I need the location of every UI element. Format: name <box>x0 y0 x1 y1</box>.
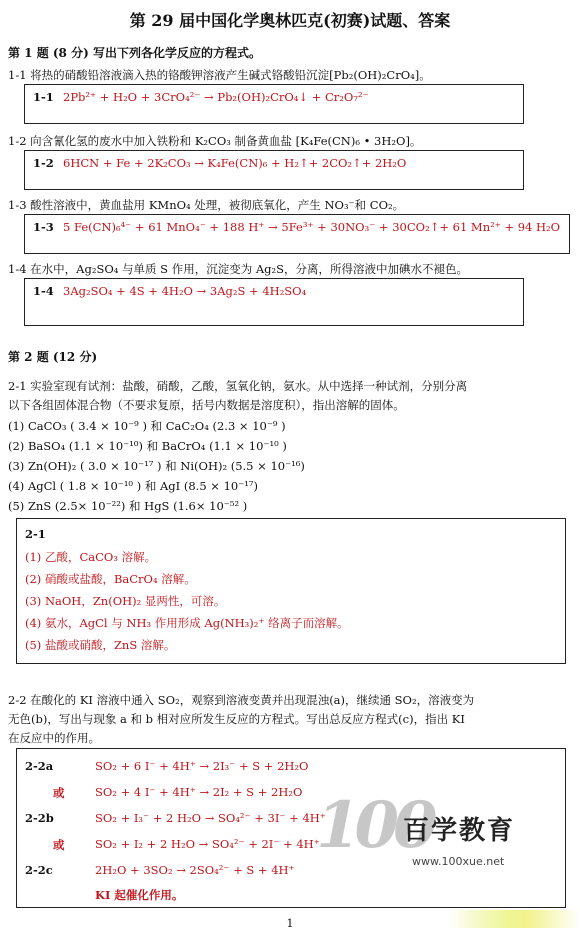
q1-3-text: 1-3 酸性溶液中，黄血盐用 KMnO₄ 处理，被彻底氧化，产生 NO₃⁻和 CO₂。 <box>8 198 405 212</box>
q2-2c-answer: 2H₂O + 3SO₂ → 2SO₄²⁻ + S + 4H⁺ <box>95 863 295 877</box>
q2-2-text-line3: 在反应中的作用。 <box>8 731 100 745</box>
q1-4-answer-box <box>24 278 524 326</box>
or-label-2: 或 <box>53 838 65 852</box>
q1-4-answer: 3Ag₂SO₄ + 4S + 4H₂O → 3Ag₂S + 4H₂SO₄ <box>63 284 307 298</box>
q1-1-label: 1-1 <box>33 90 54 104</box>
q1-2-text: 1-2 向含氰化氢的废水中加入铁粉和 K₂CO₃ 制备黄血盐 [K₄Fe(CN)₆ • 3H₂O]。 <box>8 134 422 148</box>
q2-1-answer-2: (2) 硝酸或盐酸，BaCrO₄ 溶解。 <box>25 572 196 586</box>
q1-2-label: 1-2 <box>33 156 54 170</box>
q2-1-pair-2: (2) BaSO₄ (1.1 × 10⁻¹⁰) 和 BaCrO₄ (1.1 × 10⁻¹⁰ ) <box>8 439 287 453</box>
q1-3-answer-box <box>24 214 570 254</box>
q1-1-text: 1-1 将热的硝酸铅溶液滴入热的铬酸钾溶液产生碱式铬酸铅沉淀[Pb₂(OH)₂CrO₄]。 <box>8 68 431 82</box>
q1-heading: 第 1 题 (8 分) 写出下列各化学反应的方程式。 <box>8 46 261 60</box>
q2-2-text-line2: 无色(b)，写出与现象 a 和 b 相对应所发生反应的方程式。写出总反应方程式(c)，指出 KI <box>8 712 465 726</box>
q2-1-pair-4: (4) AgCl ( 1.8 × 10⁻¹⁰ ) 和 AgI (8.5 × 10⁻¹⁷) <box>8 479 258 493</box>
q2-2b-label: 2-2b <box>25 811 54 825</box>
q2-1-pair-5: (5) ZnS (2.5× 10⁻²²) 和 HgS (1.6× 10⁻⁵² ) <box>8 499 248 513</box>
q2-2b-answer: SO₂ + I₃⁻ + 2 H₂O → SO₄²⁻ + 3I⁻ + 4H⁺ <box>95 811 326 825</box>
q2-1-pair-1: (1) CaCO₃ ( 3.4 × 10⁻⁹ ) 和 CaC₂O₄ (2.3 × 10⁻⁹ ) <box>8 419 286 433</box>
q2-1-answer-3: (3) NaOH，Zn(OH)₂ 显两性，可溶。 <box>25 594 226 608</box>
q1-2-answer-box <box>24 150 524 190</box>
q2-1-intro-line2: 以下各组固体混合物（不要求复原，括号内数据是溶度积），指出溶解的固体。 <box>8 398 405 412</box>
q1-1-answer-box <box>24 84 524 124</box>
q2-1-answer-5: (5) 盐酸或硝酸，ZnS 溶解。 <box>25 638 176 652</box>
q1-2-answer: 6HCN + Fe + 2K₂CO₃ → K₄Fe(CN)₆ + H₂↑+ 2CO₂↑+ 2H₂O <box>63 156 407 170</box>
q1-3-label: 1-3 <box>33 220 54 234</box>
q2-2a-answer: SO₂ + 6 I⁻ + 4H⁺ → 2I₃⁻ + S + 2H₂O <box>95 759 309 773</box>
q2-2a-label: 2-2a <box>25 759 54 773</box>
q1-1-answer: 2Pb²⁺ + H₂O + 3CrO₄²⁻ → Pb₂(OH)₂CrO₄↓ + Cr₂O₇²⁻ <box>63 90 369 104</box>
q2-1-answer-1: (1) 乙酸，CaCO₃ 溶解。 <box>25 550 157 564</box>
q2-1-label: 2-1 <box>25 527 46 541</box>
watermark-url: www.100xue.net <box>412 855 505 868</box>
q1-4-label: 1-4 <box>33 284 54 298</box>
page-title: 第 29 届中国化学奥林匹克(初赛)试题、答案 <box>129 11 451 30</box>
q2-2-text-line1: 2-2 在酸化的 KI 溶液中通入 SO₂，观察到溶液变黄并出现混浊(a)，继续通 SO₂，溶液变为 <box>8 693 475 707</box>
or-label-1: 或 <box>53 786 65 800</box>
q2-1-intro-line1: 2-1 实验室现有试剂：盐酸，硝酸，乙酸，氢氧化钠，氨水。从中选择一种试剂，分别分离 <box>8 379 468 393</box>
q2-1-pair-3: (3) Zn(OH)₂ ( 3.0 × 10⁻¹⁷ ) 和 Ni(OH)₂ (5.5 × 10⁻¹⁶) <box>8 459 305 473</box>
q2-heading: 第 2 题 (12 分) <box>8 350 98 364</box>
page-number: 1 <box>286 917 294 930</box>
watermark-brand: 百学教育 <box>403 816 516 846</box>
q2-2a-alt-answer: SO₂ + 4 I⁻ + 4H⁺ → 2I₂ + S + 2H₂O <box>95 785 303 799</box>
q2-1-answer-box <box>16 518 566 664</box>
watermark-logo-100: 100 <box>316 788 432 863</box>
q2-2c-label: 2-2c <box>25 863 53 877</box>
q2-2b-alt-answer: SO₂ + I₂ + 2 H₂O → SO₄²⁻ + 2I⁻ + 4H⁺ <box>95 837 320 851</box>
q1-4-text: 1-4 在水中，Ag₂SO₄ 与单质 S 作用，沉淀变为 Ag₂S，分离，所得溶液中加碘水不褪色。 <box>8 262 469 276</box>
q2-1-answer-4: (4) 氨水，AgCl 与 NH₃ 作用形成 Ag(NH₃)₂⁺ 络离子而溶解。 <box>25 616 349 630</box>
q2-2c-conclusion: KI 起催化作用。 <box>95 888 184 902</box>
q1-3-answer: 5 Fe(CN)₆⁴⁻ + 61 MnO₄⁻ + 188 H⁺ → 5Fe³⁺ + 30NO₃⁻ + 30CO₂↑+ 61 Mn²⁺ + 94 H₂O <box>63 220 561 234</box>
